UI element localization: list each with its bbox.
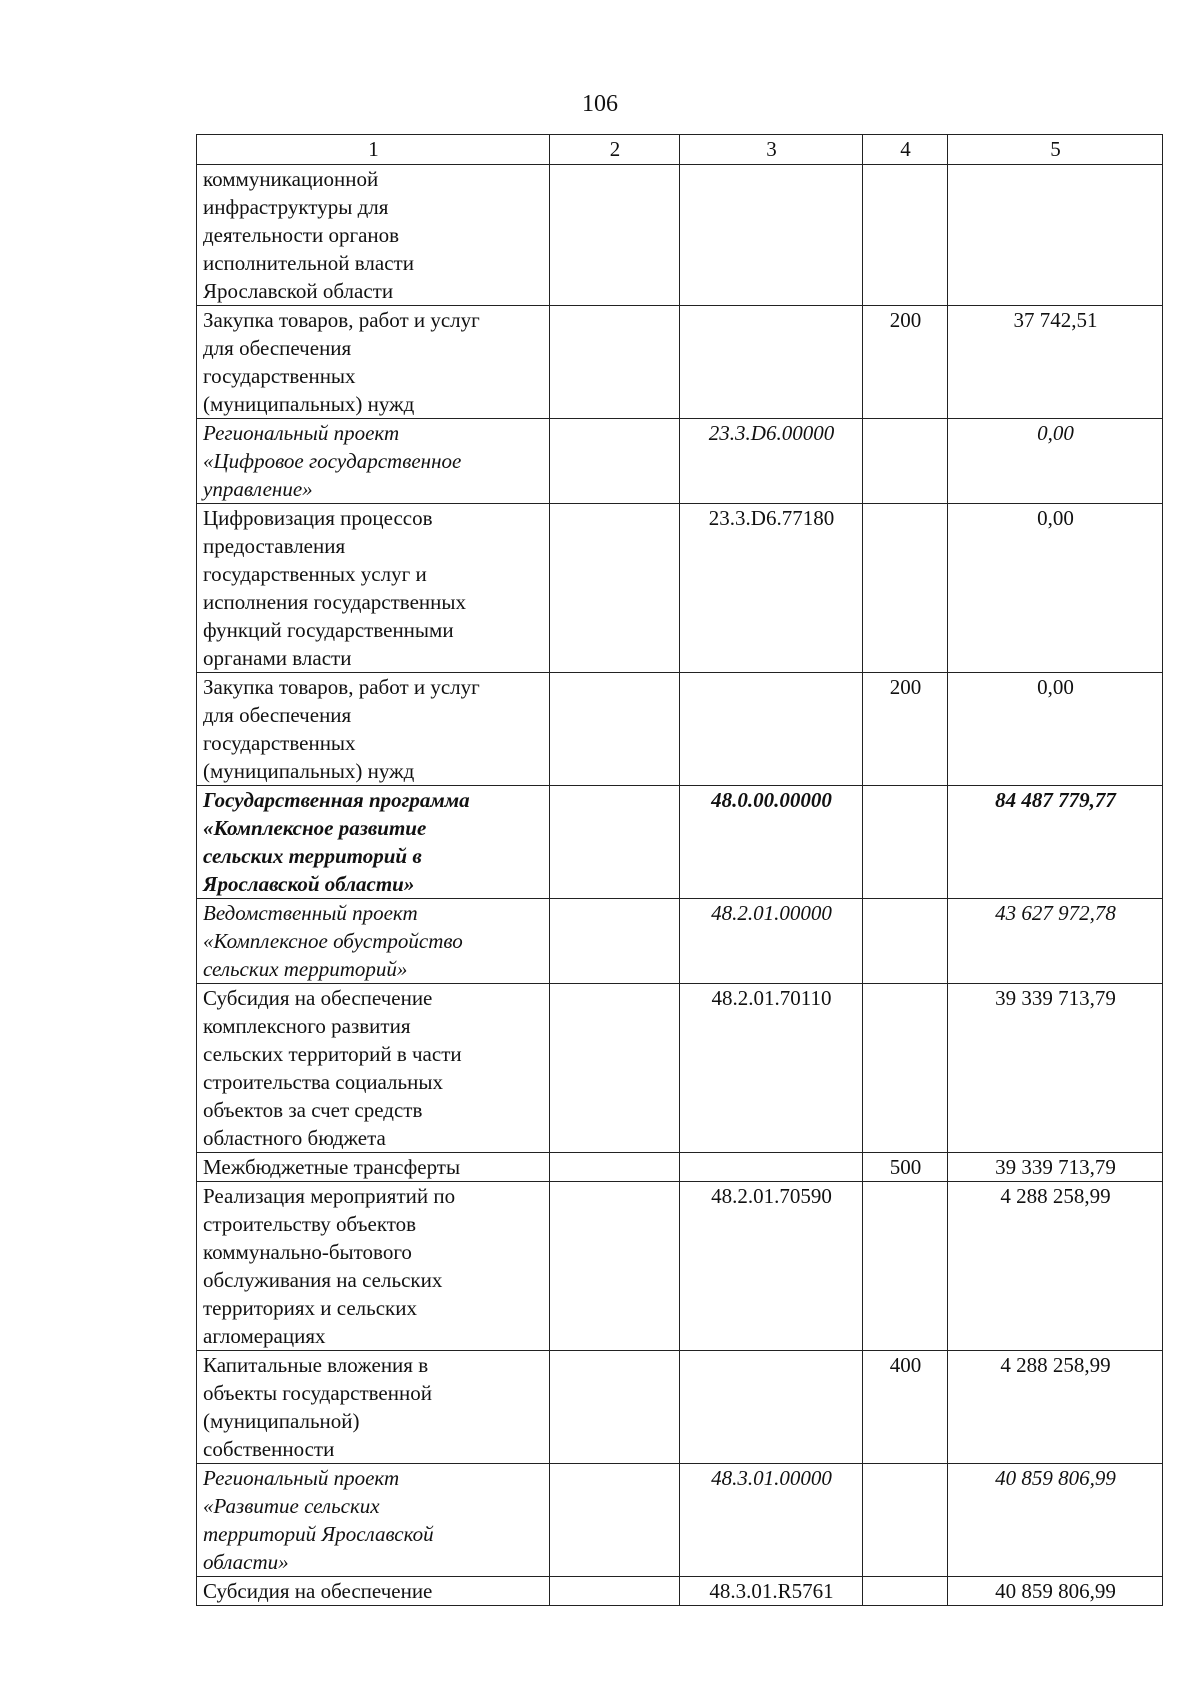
table-row bbox=[197, 1351, 1163, 1464]
page-number: 106 bbox=[582, 91, 618, 117]
row-name-cell: Капитальные вложения в объекты государственной (муниципальной) собственности bbox=[197, 1351, 550, 1464]
row-amount-cell: 4 288 258,99 bbox=[948, 1182, 1163, 1351]
row-name-cell: Ведомственный проект «Комплексное обустройство сельских территорий» bbox=[197, 899, 550, 984]
table-row bbox=[197, 1153, 1163, 1182]
row-column-2-cell bbox=[550, 1351, 680, 1464]
table-row bbox=[197, 1577, 1163, 1606]
row-code-cell: 48.0.00.00000 bbox=[680, 786, 863, 899]
row-column-2-cell bbox=[550, 673, 680, 786]
row-code-cell: 23.3.D6.00000 bbox=[680, 419, 863, 504]
row-expense-kind-cell bbox=[863, 419, 948, 504]
row-expense-kind-cell bbox=[863, 786, 948, 899]
column-header-5: 5 bbox=[948, 135, 1163, 165]
row-code-cell bbox=[680, 1351, 863, 1464]
row-name-cell: Региональный проект «Развитие сельских территорий Ярославской области» bbox=[197, 1464, 550, 1577]
row-name-cell: Субсидия на обеспечение комплексного развития сельских территорий в части строительства социальных объектов за счет средств областного бюджета bbox=[197, 984, 550, 1153]
row-code-cell: 48.2.01.70590 bbox=[680, 1182, 863, 1351]
row-amount-cell: 4 288 258,99 bbox=[948, 1351, 1163, 1464]
row-amount-cell bbox=[948, 165, 1163, 306]
row-name-cell: коммуникационной инфраструктуры для деятельности органов исполнительной власти Ярославской области bbox=[197, 165, 550, 306]
row-column-2-cell bbox=[550, 504, 680, 673]
row-amount-cell: 39 339 713,79 bbox=[948, 1153, 1163, 1182]
row-name-cell: Закупка товаров, работ и услуг для обеспечения государственных (муниципальных) нужд bbox=[197, 673, 550, 786]
row-column-2-cell bbox=[550, 1577, 680, 1606]
row-name-cell: Субсидия на обеспечение bbox=[197, 1577, 550, 1606]
table-body bbox=[197, 165, 1163, 1606]
row-code-cell: 48.3.01.00000 bbox=[680, 1464, 863, 1577]
row-name-cell: Региональный проект «Цифровое государственное управление» bbox=[197, 419, 550, 504]
row-amount-cell: 39 339 713,79 bbox=[948, 984, 1163, 1153]
row-name-cell: Цифровизация процессов предоставления государственных услуг и исполнения государственных функций государственными органами власти bbox=[197, 504, 550, 673]
row-column-2-cell bbox=[550, 1182, 680, 1351]
row-code-cell bbox=[680, 673, 863, 786]
row-expense-kind-cell: 200 bbox=[863, 306, 948, 419]
table-row bbox=[197, 899, 1163, 984]
table-row bbox=[197, 504, 1163, 673]
row-code-cell: 23.3.D6.77180 bbox=[680, 504, 863, 673]
row-code-cell bbox=[680, 1153, 863, 1182]
table-row bbox=[197, 306, 1163, 419]
row-amount-cell: 0,00 bbox=[948, 504, 1163, 673]
table-row bbox=[197, 786, 1163, 899]
column-header-1: 1 bbox=[197, 135, 550, 165]
row-expense-kind-cell bbox=[863, 984, 948, 1153]
row-code-cell: 48.2.01.70110 bbox=[680, 984, 863, 1153]
table-row bbox=[197, 165, 1163, 306]
row-expense-kind-cell bbox=[863, 1577, 948, 1606]
table-row bbox=[197, 419, 1163, 504]
row-expense-kind-cell bbox=[863, 504, 948, 673]
row-name-cell: Межбюджетные трансферты bbox=[197, 1153, 550, 1182]
row-column-2-cell bbox=[550, 786, 680, 899]
row-name-cell: Закупка товаров, работ и услуг для обеспечения государственных (муниципальных) нужд bbox=[197, 306, 550, 419]
row-column-2-cell bbox=[550, 984, 680, 1153]
row-expense-kind-cell bbox=[863, 1464, 948, 1577]
row-amount-cell: 0,00 bbox=[948, 419, 1163, 504]
row-expense-kind-cell bbox=[863, 165, 948, 306]
row-column-2-cell bbox=[550, 1153, 680, 1182]
row-amount-cell: 40 859 806,99 bbox=[948, 1577, 1163, 1606]
row-expense-kind-cell: 200 bbox=[863, 673, 948, 786]
row-code-cell bbox=[680, 306, 863, 419]
row-column-2-cell bbox=[550, 165, 680, 306]
row-expense-kind-cell bbox=[863, 899, 948, 984]
row-column-2-cell bbox=[550, 306, 680, 419]
row-code-cell bbox=[680, 165, 863, 306]
row-code-cell: 48.3.01.R5761 bbox=[680, 1577, 863, 1606]
row-expense-kind-cell: 400 bbox=[863, 1351, 948, 1464]
row-amount-cell: 43 627 972,78 bbox=[948, 899, 1163, 984]
row-code-cell: 48.2.01.00000 bbox=[680, 899, 863, 984]
row-column-2-cell bbox=[550, 419, 680, 504]
table-row bbox=[197, 1464, 1163, 1577]
table-row bbox=[197, 984, 1163, 1153]
row-column-2-cell bbox=[550, 1464, 680, 1577]
row-column-2-cell bbox=[550, 899, 680, 984]
table-row bbox=[197, 1182, 1163, 1351]
column-header-2: 2 bbox=[550, 135, 680, 165]
row-name-cell: Реализация мероприятий по строительству объектов коммунально-бытового обслуживания на сельских территориях и сельских агломерациях bbox=[197, 1182, 550, 1351]
table-row bbox=[197, 673, 1163, 786]
row-amount-cell: 37 742,51 bbox=[948, 306, 1163, 419]
row-expense-kind-cell bbox=[863, 1182, 948, 1351]
column-number-row bbox=[197, 135, 1163, 165]
row-name-cell: Государственная программа «Комплексное развитие сельских территорий в Ярославской области» bbox=[197, 786, 550, 899]
row-expense-kind-cell: 500 bbox=[863, 1153, 948, 1182]
row-amount-cell: 40 859 806,99 bbox=[948, 1464, 1163, 1577]
budget-table bbox=[196, 134, 1163, 1606]
column-header-4: 4 bbox=[863, 135, 948, 165]
column-header-3: 3 bbox=[680, 135, 863, 165]
row-amount-cell: 0,00 bbox=[948, 673, 1163, 786]
row-amount-cell: 84 487 779,77 bbox=[948, 786, 1163, 899]
